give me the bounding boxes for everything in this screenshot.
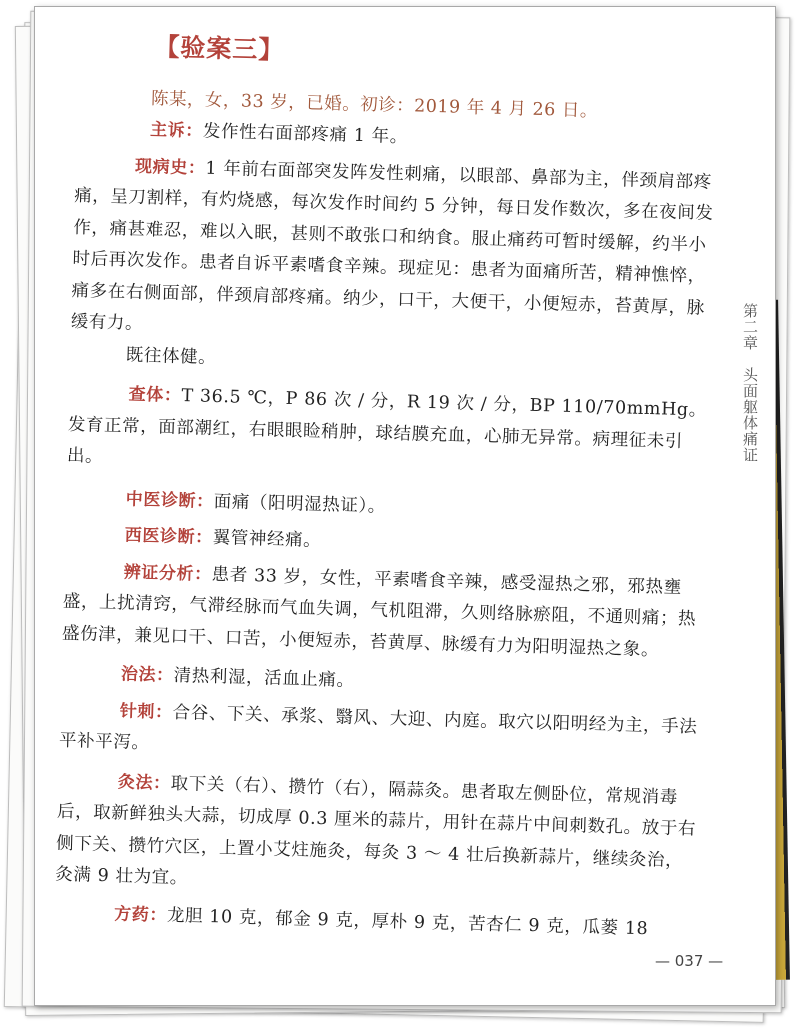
moxibustion-text: 取下关（右）、攒竹（右），隔蒜灸。患者取左侧卧位，常规消毒后，取新鲜独头大蒜，切成厚 0.3 厘米的蒜片，用针在蒜片中间刺数孔。放于右侧下关、攒竹穴区，上置小艾炷施灸，每灸 3 ～ 4 壮后换新蒜片，继续灸治，灸满 9 壮为宜。 [54, 773, 697, 889]
moxibustion [55, 765, 698, 909]
present-illness [70, 149, 715, 356]
acupuncture-text: 合谷、下关、承浆、翳风、大迎、内庭。取穴以阳明经为主，手法平补平泻。 [58, 702, 698, 754]
moxibustion-label: 灸法： [117, 771, 171, 794]
physical-exam [67, 378, 709, 490]
patient-intro: 陈某，女，33 岁，已婚。初诊：2019 年 4 月 26 日。 [150, 89, 599, 122]
chief-complaint-label: 主诉： [149, 120, 204, 142]
tcm-diagnosis-label: 中医诊断： [125, 488, 215, 512]
syndrome-analysis-label: 辨证分析： [123, 561, 212, 585]
tcm-diagnosis-text: 面痛（阳明湿热证）。 [213, 491, 387, 517]
western-diagnosis-label: 西医诊断： [124, 525, 214, 548]
physical-exam-text: T 36.5 ℃，P 86 次 / 分，R 19 次 / 分，BP 110/70mmHg。发育正常，面部潮红，右眼眼睑稍肿，球结膜充血，心肺无异常。病理征未引出。 [66, 386, 708, 467]
page-content [54, 25, 719, 947]
treatment-principle-text: 清热利湿，活血止痛。 [173, 665, 355, 691]
chief-complaint-text: 发作性右面部疼痛 1 年。 [202, 121, 409, 148]
acupuncture-label: 针刺： [119, 700, 173, 723]
acupuncture [59, 694, 701, 775]
page-number: — 037 — [655, 952, 724, 970]
present-illness-text: 1 年前右面部突发阵发性刺痛，以眼部、鼻部为主，伴颈肩部疼痛，呈刀割样，有灼烧感，每次发作时间约 5 分钟，每日发作数次，多在夜间发作，痛甚难忍，难以入眠，甚则不敢张口和纳食。服止痛药可暂时缓解，约半小时后再次发作。患者自诉平素嗜食辛辣。现症见：患者为面痛所苦，精神憔悴，痛多在右侧面部，伴颈肩部疼痛。纳少，口干，大便干，小便短赤，苔黄厚，脉缓有力。 [70, 158, 714, 334]
syndrome-analysis [62, 555, 704, 667]
prescription-text: 龙胆 10 克，郁金 9 克，厚朴 9 克，苦杏仁 9 克，瓜蒌 18 [166, 905, 649, 939]
present-illness-label: 现病史： [134, 156, 206, 179]
chapter-side-title: 第二章 头面躯体痛证 [741, 303, 759, 463]
book-page [34, 6, 776, 1006]
case-title: 【验案三】 [154, 32, 285, 65]
western-diagnosis-text: 翼管神经痛。 [212, 527, 322, 551]
physical-exam-label: 查体： [128, 384, 182, 407]
prescription-label: 方药： [113, 903, 168, 926]
past-history: 既往体健。 [125, 344, 217, 368]
treatment-principle-label: 治法： [120, 664, 174, 686]
syndrome-analysis-text: 患者 33 岁，女性，平素嗜食辛辣，感受湿热之邪，邪热壅盛，上扰清窍，气滞经脉而气血失调，气机阻滞，久则络脉瘀阻，不通则痛；热盛伤津，兼见口干、口苦，小便短赤，苔黄厚、脉缓有力为阳明湿热之象。 [61, 564, 697, 660]
